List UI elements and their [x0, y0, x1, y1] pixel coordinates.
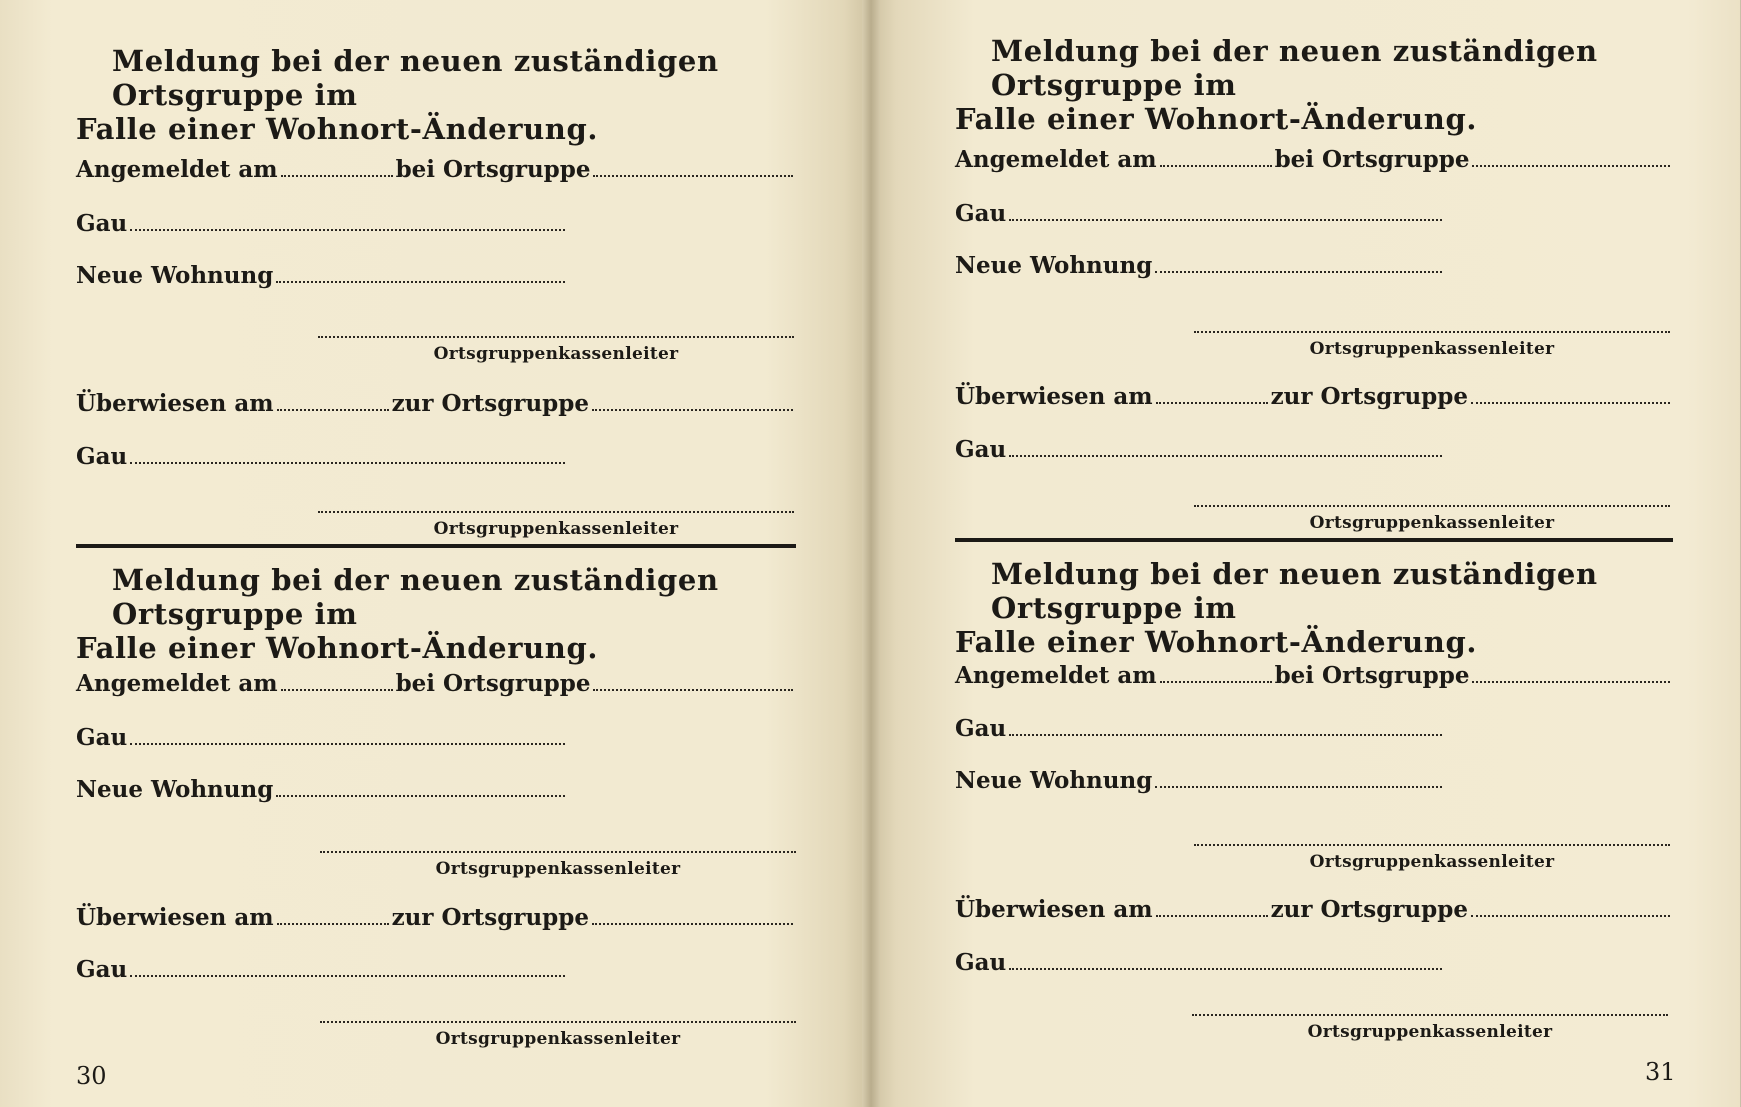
label-gau: Gau	[955, 949, 1007, 976]
field-ortsgruppe[interactable]	[1471, 402, 1670, 404]
label-angemeldet: Angemeldet am	[955, 146, 1157, 173]
row-angemeldet	[955, 662, 1673, 689]
signature-caption: Ortsgruppenkassenleiter	[1307, 1022, 1553, 1042]
heading-line-1: Meldung bei der neuen zuständigen Ortsgruppe im	[991, 557, 1598, 625]
label-gau: Gau	[76, 956, 128, 983]
signature-caption: Ortsgruppenkassenleiter	[435, 1029, 681, 1049]
label-bei-ortsgruppe: bei Ortsgruppe	[395, 670, 591, 697]
field-neue-wohnung[interactable]	[1155, 271, 1442, 273]
label-ueberwiesen: Überwiesen am	[76, 904, 274, 931]
row-gau	[76, 724, 568, 751]
signature-kassenleiter	[1194, 331, 1670, 359]
row-angemeldet	[76, 670, 796, 697]
row-angemeldet	[955, 146, 1673, 173]
row-ueberwiesen	[76, 904, 796, 931]
heading-line-1: Meldung bei der neuen zuständigen Ortsgruppe im	[112, 563, 719, 631]
field-date[interactable]	[1156, 915, 1268, 917]
field-ortsgruppe[interactable]	[1472, 165, 1670, 167]
label-angemeldet: Angemeldet am	[76, 670, 278, 697]
signature-line[interactable]	[318, 336, 794, 338]
form-heading	[76, 44, 796, 146]
form-heading	[76, 563, 796, 665]
heading-line-1: Meldung bei der neuen zuständigen Ortsgruppe im	[991, 34, 1598, 102]
label-ueberwiesen: Überwiesen am	[76, 390, 274, 417]
signature-line[interactable]	[320, 1021, 796, 1023]
row-neue-wohnung	[955, 252, 1445, 279]
field-neue-wohnung[interactable]	[276, 795, 565, 797]
form-block-left-2	[76, 563, 796, 665]
label-gau: Gau	[955, 436, 1007, 463]
label-bei-ortsgruppe: bei Ortsgruppe	[1274, 146, 1470, 173]
field-gau[interactable]	[130, 229, 565, 231]
field-ortsgruppe[interactable]	[593, 689, 793, 691]
signature-kassenleiter	[318, 511, 794, 539]
signature-caption: Ortsgruppenkassenleiter	[433, 344, 679, 364]
heading-line-1: Meldung bei der neuen zuständigen Ortsgruppe im	[112, 44, 719, 112]
signature-line[interactable]	[1192, 1014, 1668, 1016]
row-neue-wohnung	[76, 776, 568, 803]
field-ortsgruppe[interactable]	[1472, 681, 1670, 683]
row-ueberwiesen	[76, 390, 796, 417]
field-gau[interactable]	[1009, 455, 1442, 457]
label-neue-wohnung: Neue Wohnung	[955, 767, 1153, 794]
field-date[interactable]	[277, 409, 389, 411]
field-ortsgruppe[interactable]	[592, 923, 793, 925]
field-neue-wohnung[interactable]	[276, 281, 565, 283]
signature-kassenleiter	[320, 1021, 796, 1049]
row-gau	[955, 200, 1445, 227]
row-gau	[76, 956, 568, 983]
label-neue-wohnung: Neue Wohnung	[76, 262, 274, 289]
book-gutter	[862, 0, 880, 1107]
label-bei-ortsgruppe: bei Ortsgruppe	[1274, 662, 1470, 689]
field-gau[interactable]	[130, 975, 565, 977]
label-neue-wohnung: Neue Wohnung	[76, 776, 274, 803]
row-gau	[76, 210, 568, 237]
signature-caption: Ortsgruppenkassenleiter	[1309, 339, 1555, 359]
heading-line-2: Falle einer Wohnort-Änderung.	[955, 102, 1478, 136]
row-ueberwiesen	[955, 383, 1673, 410]
field-date[interactable]	[281, 175, 393, 177]
row-neue-wohnung	[76, 262, 568, 289]
field-gau[interactable]	[1009, 219, 1442, 221]
form-heading	[955, 557, 1673, 659]
signature-line[interactable]	[320, 851, 796, 853]
field-date[interactable]	[1160, 165, 1272, 167]
signature-kassenleiter	[320, 851, 796, 879]
field-gau[interactable]	[1009, 968, 1442, 970]
section-divider	[955, 538, 1673, 542]
signature-caption: Ortsgruppenkassenleiter	[1309, 852, 1555, 872]
field-date[interactable]	[277, 923, 389, 925]
label-zur-ortsgruppe: zur Ortsgruppe	[391, 390, 589, 417]
label-bei-ortsgruppe: bei Ortsgruppe	[395, 156, 591, 183]
label-zur-ortsgruppe: zur Ortsgruppe	[1270, 896, 1468, 923]
row-angemeldet	[76, 156, 796, 183]
heading-line-2: Falle einer Wohnort-Änderung.	[76, 631, 599, 665]
form-heading	[955, 34, 1673, 136]
signature-line[interactable]	[1194, 331, 1670, 333]
section-divider	[76, 544, 796, 548]
row-gau	[955, 949, 1445, 976]
heading-line-2: Falle einer Wohnort-Änderung.	[955, 625, 1478, 659]
signature-caption: Ortsgruppenkassenleiter	[433, 519, 679, 539]
signature-caption: Ortsgruppenkassenleiter	[435, 859, 681, 879]
signature-kassenleiter	[318, 336, 794, 364]
row-gau	[955, 715, 1445, 742]
field-ortsgruppe[interactable]	[592, 409, 793, 411]
field-date[interactable]	[1160, 681, 1272, 683]
label-ueberwiesen: Überwiesen am	[955, 896, 1153, 923]
form-block-left-1	[76, 44, 796, 146]
label-angemeldet: Angemeldet am	[955, 662, 1157, 689]
field-ortsgruppe[interactable]	[1471, 915, 1670, 917]
field-neue-wohnung[interactable]	[1155, 786, 1442, 788]
row-ueberwiesen	[955, 896, 1673, 923]
field-date[interactable]	[1156, 402, 1268, 404]
page-31	[870, 0, 1740, 1107]
label-gau: Gau	[955, 200, 1007, 227]
signature-line[interactable]	[1194, 844, 1670, 846]
signature-line[interactable]	[1194, 505, 1670, 507]
signature-kassenleiter	[1194, 505, 1670, 533]
label-ueberwiesen: Überwiesen am	[955, 383, 1153, 410]
signature-kassenleiter	[1194, 844, 1670, 872]
label-zur-ortsgruppe: zur Ortsgruppe	[391, 904, 589, 931]
page-30	[0, 0, 870, 1107]
row-gau	[76, 443, 568, 470]
form-block-right-1	[955, 34, 1673, 136]
label-gau: Gau	[76, 724, 128, 751]
signature-caption: Ortsgruppenkassenleiter	[1309, 513, 1555, 533]
label-gau: Gau	[76, 443, 128, 470]
form-block-right-2	[955, 557, 1673, 659]
row-gau	[955, 436, 1445, 463]
label-gau: Gau	[955, 715, 1007, 742]
page-number-right: 31	[1645, 1058, 1676, 1086]
label-angemeldet: Angemeldet am	[76, 156, 278, 183]
signature-kassenleiter	[1192, 1014, 1668, 1042]
label-gau: Gau	[76, 210, 128, 237]
label-zur-ortsgruppe: zur Ortsgruppe	[1270, 383, 1468, 410]
field-gau[interactable]	[130, 743, 565, 745]
row-neue-wohnung	[955, 767, 1445, 794]
signature-line[interactable]	[318, 511, 794, 513]
field-ortsgruppe[interactable]	[593, 175, 793, 177]
heading-line-2: Falle einer Wohnort-Änderung.	[76, 112, 599, 146]
field-date[interactable]	[281, 689, 393, 691]
field-gau[interactable]	[130, 462, 565, 464]
page-number-left: 30	[76, 1062, 107, 1090]
field-gau[interactable]	[1009, 734, 1442, 736]
label-neue-wohnung: Neue Wohnung	[955, 252, 1153, 279]
